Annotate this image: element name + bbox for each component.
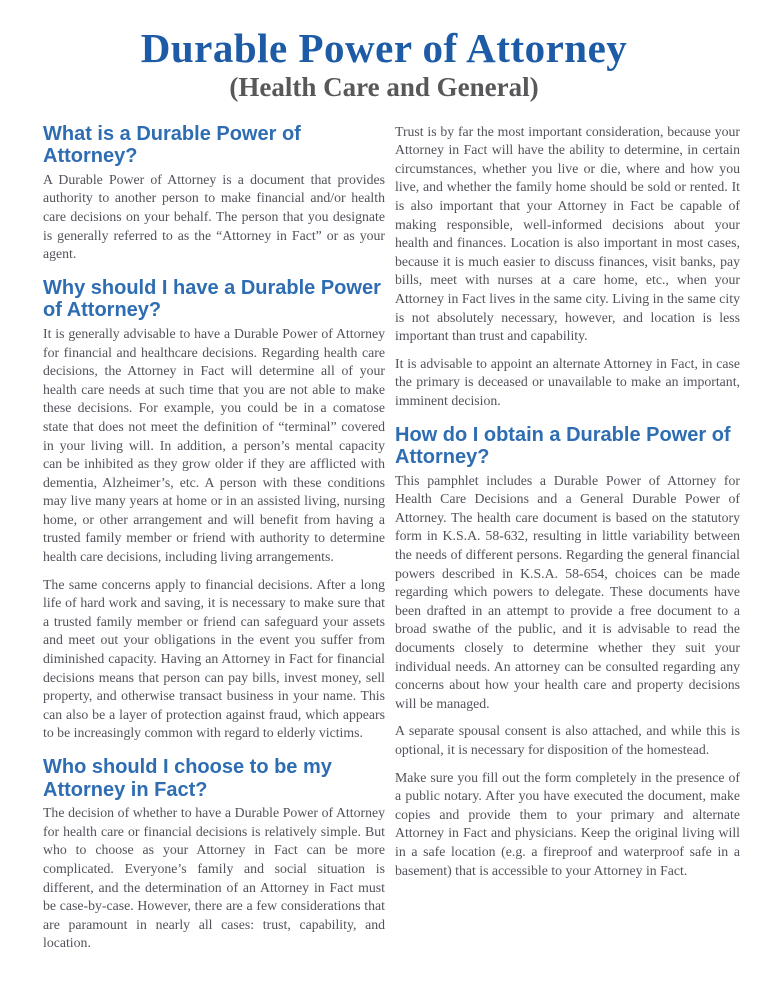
section-heading-how-obtain: How do I obtain a Durable Power of Attorney? [395,423,731,469]
body-paragraph: Make sure you fill out the form completely in the presence of a public notary. After you have executed the document, make copies and provide them to your primary and alternate Attorney in Fact and physicians. Keep the original living will in a safe location (e.g. a fireproof and waterproof safe in a basement) that is accessible to your Attorney in Fact. [395,769,740,878]
body-paragraph: It is advisable to appoint an alternate Attorney in Fact, in case the primary is deceased or unavailable to make an important, imminent decision. [395,355,740,408]
left-column [43,123,385,962]
section-heading-who-should: Who should I choose to be my Attorney in Fact? [43,756,332,801]
body-paragraph: Trust is by far the most important consideration, because your Attorney in Fact will have the ability to determine, in certain circumstances, whether you live or die, where and how you live, and whether the family home should be sold or rented. It is also important that your Attorney in Fact be capable of making responsible, well-informed decisions about your health and finances. Location is also important in most cases, because it is much easier to discuss finances, visit banks, pay bills, meet with nurses at a care home, etc., when your Attorney in Fact lives in the same city. Living in the same city is not absolutely necessary, however, and location is less important than trust and capability. [395,123,740,344]
body-paragraph: The same concerns apply to financial decisions. After a long life of hard work and saving, it is necessary to make sure that a trusted family member or friend can safeguard your assets and meet out your obligations in the event you suffer from diminished capacity. Having an Attorney in Fact for financial decisions means that person can pay bills, invest money, sell property, and otherwise transact business in your name. This can also be a layer of protection against fraud, which appears to be increasingly common with regard to elderly victims. [43,576,385,741]
body-paragraph: The decision of whether to have a Durable Power of Attorney for health care or financial decisions is relatively simple. But who to choose as your Attorney in Fact can be more complicated. Everyone’s family and social situation is different, and the determination of an Attorney in Fact must be case-by-case. However, there are a few considerations that are paramount in nearly all cases: trust, capability, and location. [43,805,385,951]
body-paragraph: A separate spousal consent is also attached, and while this is optional, it is necessary for disposition of the homestead. [395,723,740,757]
two-column-body [0,103,768,962]
body-paragraph: This pamphlet includes a Durable Power of Attorney for Health Care Decisions and a General Durable Power of Attorney. The health care document is based on the statutory form in K.S.A. 58-632, resulting in little variability between the needs of different persons. Regarding the general financial powers described in K.S.A. 58-654, choices can be made regarding which powers to delegate. These documents have been drafted in an attempt to provide a free document to a broad swathe of the public, and it is advisable to read the documents closely to determine whether they suit your individual needs. An attorney can be consulted regarding any concerns about how your health care and property decisions will be managed. [395,472,740,711]
document-title: Durable Power of Attorney [140,25,628,71]
section-heading-what-is: What is a Durable Power of Attorney? [43,122,301,168]
section-heading-why-should: Why should I have a Durable Power of Attorney? [43,276,381,322]
title-block [0,0,768,103]
right-column [395,123,740,962]
document-subtitle: (Health Care and General) [229,71,539,102]
body-paragraph: A Durable Power of Attorney is a document that provides authority to another person to make financial and/or health care decisions on your behalf. The person that you designate is generally referred to as the “Attorney in Fact” or as your agent. [43,171,385,262]
body-paragraph: It is generally advisable to have a Durable Power of Attorney for financial and healthcare decisions. Regarding health care decisions, the Attorney in Fact will determine all of your health care needs at such time that you are not able to make these decisions. For example, you could be in a comatose state that does not meet the definition of “terminal” covered in your living will. In addition, a person’s mental capacity can be inhibited as they grow older if they are afflicted with dementia, Alzheimer’s, etc. A person with these conditions may live many years at home or in an assisted living, nursing home, or other arrangement and will benefit from having a trusted family member or friend with authority to determine health care decisions, including living arrangements. [43,325,385,565]
